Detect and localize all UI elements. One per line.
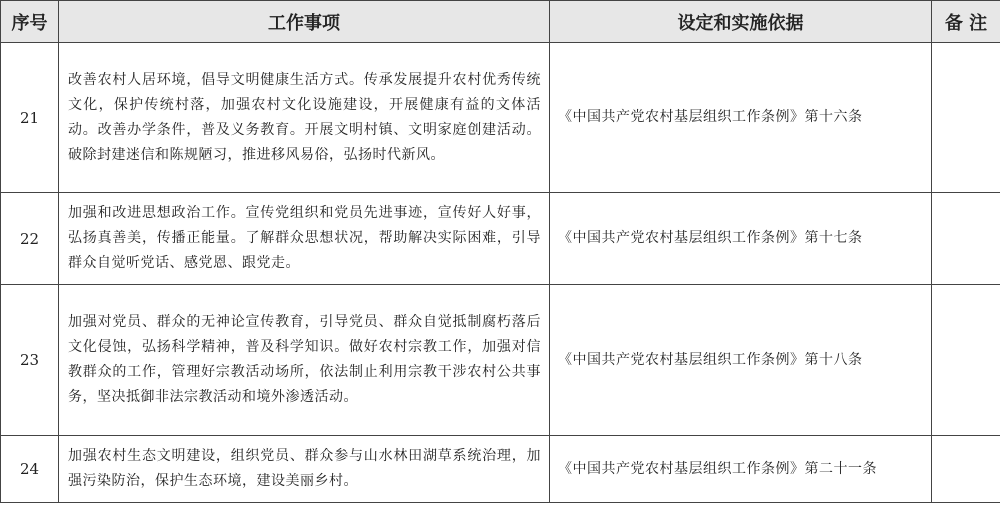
row-basis: 《中国共产党农村基层组织工作条例》第二十一条 — [550, 436, 932, 503]
row-index: 22 — [1, 193, 59, 285]
row-index: 23 — [1, 285, 59, 436]
table-row — [1, 436, 1000, 503]
row-remarks — [932, 285, 1000, 436]
row-remarks — [932, 436, 1000, 503]
row-item: 加强农村生态文明建设，组织党员、群众参与山水林田湖草系统治理，加强污染防治，保护生态环境，建设美丽乡村。 — [59, 436, 550, 503]
row-index: 24 — [1, 436, 59, 503]
header-index: 序号 — [1, 1, 59, 43]
header-row — [1, 1, 1000, 43]
row-item: 加强对党员、群众的无神论宣传教育，引导党员、群众自觉抵制腐朽落后文化侵蚀，弘扬科学精神，普及科学知识。做好农村宗教工作，加强对信教群众的工作，管理好宗教活动场所，依法制止利用宗教干涉农村公共事务，坚决抵御非法宗教活动和境外渗透活动。 — [59, 285, 550, 436]
header-remarks: 备 注 — [932, 1, 1000, 43]
header-basis: 设定和实施依据 — [550, 1, 932, 43]
row-item: 改善农村人居环境，倡导文明健康生活方式。传承发展提升农村优秀传统文化，保护传统村落，加强农村文化设施建设，开展健康有益的文体活动。改善办学条件，普及义务教育。开展文明村镇、文明家庭创建活动。破除封建迷信和陈规陋习，推进移风易俗，弘扬时代新风。 — [59, 43, 550, 193]
header-item: 工作事项 — [59, 1, 550, 43]
row-item: 加强和改进思想政治工作。宣传党组织和党员先进事迹，宣传好人好事，弘扬真善美，传播正能量。了解群众思想状况，帮助解决实际困难，引导群众自觉听党话、感党恩、跟党走。 — [59, 193, 550, 285]
row-index: 21 — [1, 43, 59, 193]
table-row — [1, 43, 1000, 193]
row-basis: 《中国共产党农村基层组织工作条例》第十六条 — [550, 43, 932, 193]
row-remarks — [932, 43, 1000, 193]
table-row — [1, 193, 1000, 285]
table-row — [1, 285, 1000, 436]
row-basis: 《中国共产党农村基层组织工作条例》第十八条 — [550, 285, 932, 436]
row-basis: 《中国共产党农村基层组织工作条例》第十七条 — [550, 193, 932, 285]
row-remarks — [932, 193, 1000, 285]
